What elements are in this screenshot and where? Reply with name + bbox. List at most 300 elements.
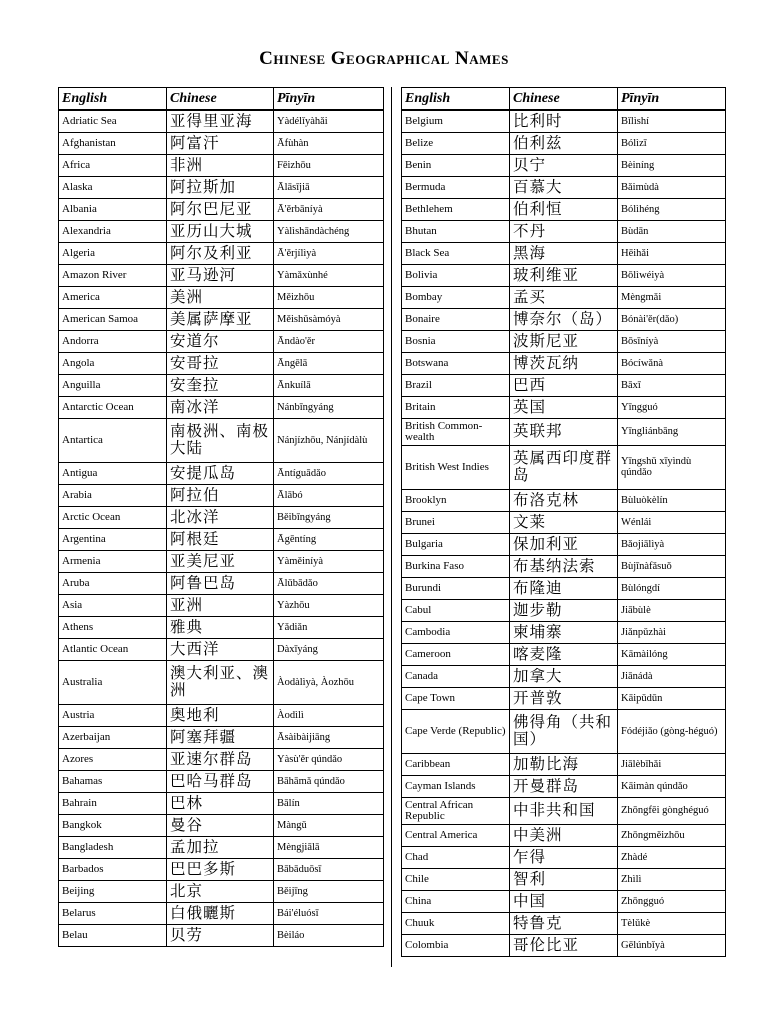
table-row (402, 511, 726, 533)
chinese-cell: 亚得里亚海 (167, 110, 274, 132)
english-cell: Bhutan (402, 220, 510, 242)
pinyin-cell: Bái'éluósī (274, 902, 384, 924)
pinyin-cell: Zhōngguó (618, 890, 726, 912)
pinyin-cell: Yīngguó (618, 396, 726, 418)
chinese-cell: 阿拉伯 (167, 484, 274, 506)
english-cell: Central African Republic (402, 797, 510, 824)
pinyin-cell: Bólìhéng (618, 198, 726, 220)
chinese-cell: 柬埔寨 (510, 621, 618, 643)
pinyin-cell: Jiābùlè (618, 599, 726, 621)
pinyin-cell: Ā'ěrbāníyà (274, 198, 384, 220)
pinyin-cell: Jiālèbǐhǎi (618, 753, 726, 775)
table-row (402, 775, 726, 797)
english-cell: Bulgaria (402, 533, 510, 555)
table-row (402, 912, 726, 934)
pinyin-cell: Nánbīngyáng (274, 396, 384, 418)
english-cell: Arabia (59, 484, 167, 506)
chinese-cell: 比利时 (510, 110, 618, 132)
pinyin-cell: Fēizhōu (274, 154, 384, 176)
table-row (402, 934, 726, 956)
table-row (59, 616, 384, 638)
chinese-cell: 非洲 (167, 154, 274, 176)
english-cell: Antartica (59, 418, 167, 462)
pinyin-cell: Zhìlì (618, 868, 726, 890)
english-cell: Cayman Islands (402, 775, 510, 797)
table-row (402, 132, 726, 154)
table-row (402, 242, 726, 264)
chinese-cell: 黑海 (510, 242, 618, 264)
english-cell: Armenia (59, 550, 167, 572)
chinese-cell: 安奎拉 (167, 374, 274, 396)
pinyin-cell: Kāipǔdūn (618, 687, 726, 709)
table-row (59, 572, 384, 594)
english-cell: Austria (59, 704, 167, 726)
table-row (402, 198, 726, 220)
pinyin-cell: Yàlìshāndàchéng (274, 220, 384, 242)
pinyin-cell: Màngǔ (274, 814, 384, 836)
english-cell: Asia (59, 594, 167, 616)
english-cell: China (402, 890, 510, 912)
pinyin-cell: Āntíguādǎo (274, 462, 384, 484)
table-row (402, 797, 726, 824)
header-chinese: Chinese (510, 88, 618, 111)
chinese-cell: 乍得 (510, 846, 618, 868)
chinese-cell: 伯利恒 (510, 198, 618, 220)
english-cell: Belarus (59, 902, 167, 924)
pinyin-cell: Yīngliánbāng (618, 418, 726, 445)
table-row (402, 489, 726, 511)
pinyin-cell: Āgēntíng (274, 528, 384, 550)
chinese-cell: 亚美尼亚 (167, 550, 274, 572)
table-row (402, 868, 726, 890)
english-cell: Antarctic Ocean (59, 396, 167, 418)
table-row (402, 352, 726, 374)
english-cell: Barbados (59, 858, 167, 880)
names-table-right (401, 87, 726, 957)
pinyin-cell: Tèlǔkè (618, 912, 726, 934)
pinyin-cell: Bǐlìshí (618, 110, 726, 132)
header-chinese: Chinese (167, 88, 274, 111)
pinyin-cell: Fódéjiǎo (gòng-héguó) (618, 709, 726, 753)
pinyin-cell: Bèiníng (618, 154, 726, 176)
table-row (402, 330, 726, 352)
chinese-cell: 不丹 (510, 220, 618, 242)
table-row (59, 924, 384, 946)
english-cell: Anguilla (59, 374, 167, 396)
table-row (59, 814, 384, 836)
english-cell: Albania (59, 198, 167, 220)
english-cell: Cabul (402, 599, 510, 621)
english-cell: Bonaire (402, 308, 510, 330)
chinese-cell: 巴哈马群岛 (167, 770, 274, 792)
english-cell: Arctic Ocean (59, 506, 167, 528)
chinese-cell: 中非共和国 (510, 797, 618, 824)
table-row (59, 330, 384, 352)
chinese-cell: 伯利兹 (510, 132, 618, 154)
table-row (59, 264, 384, 286)
english-cell: Belize (402, 132, 510, 154)
table-header-row (59, 88, 384, 111)
pinyin-cell: Bābāduōsī (274, 858, 384, 880)
table-row (402, 621, 726, 643)
english-cell: Colombia (402, 934, 510, 956)
table-row (59, 176, 384, 198)
pinyin-cell: Běijīng (274, 880, 384, 902)
pinyin-cell: Yàmǎxùnhé (274, 264, 384, 286)
chinese-cell: 白俄曬斯 (167, 902, 274, 924)
table-row (59, 286, 384, 308)
table-row (59, 902, 384, 924)
english-cell: Bahamas (59, 770, 167, 792)
pinyin-cell: Yīngshǔ xīyìndù qúndǎo (618, 445, 726, 489)
chinese-cell: 北冰洋 (167, 506, 274, 528)
table-row (402, 890, 726, 912)
chinese-cell: 雅典 (167, 616, 274, 638)
pinyin-cell: Bólìzī (618, 132, 726, 154)
chinese-cell: 迦步勒 (510, 599, 618, 621)
table-row (59, 154, 384, 176)
pinyin-cell: Bāxī (618, 374, 726, 396)
table-row (402, 396, 726, 418)
english-cell: Aruba (59, 572, 167, 594)
pinyin-cell: Bāhāmǎ qúndǎo (274, 770, 384, 792)
english-cell: British West Indies (402, 445, 510, 489)
english-cell: Andorra (59, 330, 167, 352)
english-cell: Caribbean (402, 753, 510, 775)
page-title: Chinese Geographical Names (259, 48, 509, 69)
pinyin-cell: Ālābó (274, 484, 384, 506)
pinyin-cell: Yǎdiǎn (274, 616, 384, 638)
chinese-cell: 巴西 (510, 374, 618, 396)
chinese-cell: 英国 (510, 396, 618, 418)
pinyin-cell: Gēlúnbǐyà (618, 934, 726, 956)
english-cell: Canada (402, 665, 510, 687)
english-cell: Bombay (402, 286, 510, 308)
table-row (59, 660, 384, 704)
table-row (402, 154, 726, 176)
table-row (59, 792, 384, 814)
english-cell: Alaska (59, 176, 167, 198)
chinese-cell: 布基纳法索 (510, 555, 618, 577)
english-cell: Bethlehem (402, 198, 510, 220)
table-row (402, 753, 726, 775)
english-cell: Belau (59, 924, 167, 946)
english-cell: Burkina Faso (402, 555, 510, 577)
chinese-cell: 美洲 (167, 286, 274, 308)
table-row (59, 352, 384, 374)
english-cell: Bolivia (402, 264, 510, 286)
table-row (402, 846, 726, 868)
table-row (402, 824, 726, 846)
table-row (402, 643, 726, 665)
table-row (59, 858, 384, 880)
chinese-cell: 百慕大 (510, 176, 618, 198)
table-row (402, 665, 726, 687)
table-row (402, 709, 726, 753)
english-cell: Athens (59, 616, 167, 638)
chinese-cell: 安道尔 (167, 330, 274, 352)
chinese-cell: 中美洲 (510, 824, 618, 846)
table-row (59, 198, 384, 220)
header-english: English (402, 88, 510, 111)
pinyin-cell: Bōsīníyà (618, 330, 726, 352)
chinese-cell: 南冰洋 (167, 396, 274, 418)
table-row (59, 418, 384, 462)
pinyin-cell: Zhōngfēi gònghéguó (618, 797, 726, 824)
english-cell: Africa (59, 154, 167, 176)
pinyin-cell: Yàměiníyà (274, 550, 384, 572)
table-row (59, 132, 384, 154)
chinese-cell: 特鲁克 (510, 912, 618, 934)
chinese-cell: 北京 (167, 880, 274, 902)
english-cell: Adriatic Sea (59, 110, 167, 132)
pinyin-cell: Bǎimùdà (618, 176, 726, 198)
english-cell: Brazil (402, 374, 510, 396)
table-row (402, 110, 726, 132)
table-row (402, 264, 726, 286)
pinyin-cell: Yàdélǐyàhǎi (274, 110, 384, 132)
english-cell: Bermuda (402, 176, 510, 198)
pinyin-cell: Āfùhàn (274, 132, 384, 154)
names-table-left (58, 87, 384, 947)
english-cell: Azerbaijan (59, 726, 167, 748)
table-row (59, 880, 384, 902)
pinyin-cell: Bónài'ěr(dǎo) (618, 308, 726, 330)
english-cell: Atlantic Ocean (59, 638, 167, 660)
table-row (59, 308, 384, 330)
pinyin-cell: Mèngmǎi (618, 286, 726, 308)
english-cell: Cape Verde (Republic) (402, 709, 510, 753)
chinese-cell: 安提瓜岛 (167, 462, 274, 484)
chinese-cell: 加拿大 (510, 665, 618, 687)
pinyin-cell: Bócíwǎnà (618, 352, 726, 374)
table-row (402, 687, 726, 709)
english-cell: Black Sea (402, 242, 510, 264)
table-row (59, 374, 384, 396)
pinyin-cell: Hēihǎi (618, 242, 726, 264)
table-row (59, 220, 384, 242)
english-cell: Australia (59, 660, 167, 704)
pinyin-cell: Zhàdé (618, 846, 726, 868)
chinese-cell: 佛得角（共和国） (510, 709, 618, 753)
table-row (59, 110, 384, 132)
table-row (402, 176, 726, 198)
chinese-cell: 澳大利亚、澳洲 (167, 660, 274, 704)
chinese-cell: 阿塞拜疆 (167, 726, 274, 748)
table-row (402, 599, 726, 621)
pinyin-cell: Bùjīnàfǎsuǒ (618, 555, 726, 577)
english-cell: Bangladesh (59, 836, 167, 858)
chinese-cell: 智利 (510, 868, 618, 890)
table-row (59, 550, 384, 572)
table-row (402, 418, 726, 445)
table-row (59, 704, 384, 726)
pinyin-cell: Āsàibàijiāng (274, 726, 384, 748)
english-cell: Argentina (59, 528, 167, 550)
chinese-cell: 奥地利 (167, 704, 274, 726)
chinese-cell: 开普敦 (510, 687, 618, 709)
table-row (402, 445, 726, 489)
chinese-cell: 阿尔及利亚 (167, 242, 274, 264)
chinese-cell: 亚历山大城 (167, 220, 274, 242)
chinese-cell: 文莱 (510, 511, 618, 533)
chinese-cell: 安哥拉 (167, 352, 274, 374)
table-row (59, 638, 384, 660)
pinyin-cell: Ānkuílā (274, 374, 384, 396)
header-english: English (59, 88, 167, 111)
chinese-cell: 博奈尔（岛） (510, 308, 618, 330)
chinese-cell: 巴巴多斯 (167, 858, 274, 880)
english-cell: British Common-wealth (402, 418, 510, 445)
english-cell: Benin (402, 154, 510, 176)
table-row (402, 286, 726, 308)
english-cell: Beijing (59, 880, 167, 902)
chinese-cell: 喀麦隆 (510, 643, 618, 665)
english-cell: Botswana (402, 352, 510, 374)
chinese-cell: 保加利亚 (510, 533, 618, 555)
header-pinyin: Pīnyīn (274, 88, 384, 111)
chinese-cell: 曼谷 (167, 814, 274, 836)
pinyin-cell: Kāmàilóng (618, 643, 726, 665)
english-cell: Brunei (402, 511, 510, 533)
chinese-cell: 巴林 (167, 792, 274, 814)
pinyin-cell: Bǎojiālìyà (618, 533, 726, 555)
pinyin-cell: Bùdān (618, 220, 726, 242)
chinese-cell: 博茨瓦纳 (510, 352, 618, 374)
english-cell: Afghanistan (59, 132, 167, 154)
table-row (59, 836, 384, 858)
english-cell: American Samoa (59, 308, 167, 330)
english-cell: Cameroon (402, 643, 510, 665)
pinyin-cell: Jiǎnpǔzhài (618, 621, 726, 643)
table-body-left (59, 110, 384, 946)
pinyin-cell: Bōlìwéiyà (618, 264, 726, 286)
pinyin-cell: Bùlóngdí (618, 577, 726, 599)
pinyin-cell: Bùluòkèlín (618, 489, 726, 511)
pinyin-cell: Yàzhōu (274, 594, 384, 616)
table-body-right (402, 110, 726, 956)
english-cell: Chad (402, 846, 510, 868)
english-cell: Britain (402, 396, 510, 418)
english-cell: Chuuk (402, 912, 510, 934)
table-row (59, 242, 384, 264)
pinyin-cell: Mèngjiālā (274, 836, 384, 858)
pinyin-cell: Bèiláo (274, 924, 384, 946)
pinyin-cell: Wénlái (618, 511, 726, 533)
pinyin-cell: Àodìlì (274, 704, 384, 726)
table-row (59, 484, 384, 506)
chinese-cell: 孟买 (510, 286, 618, 308)
table-row (402, 220, 726, 242)
english-cell: Azores (59, 748, 167, 770)
table-header-row (402, 88, 726, 111)
chinese-cell: 贝劳 (167, 924, 274, 946)
english-cell: Belgium (402, 110, 510, 132)
chinese-cell: 波斯尼亚 (510, 330, 618, 352)
table-row (59, 726, 384, 748)
chinese-cell: 美属萨摩亚 (167, 308, 274, 330)
chinese-cell: 贝宁 (510, 154, 618, 176)
english-cell: America (59, 286, 167, 308)
table-row (402, 555, 726, 577)
chinese-cell: 加勒比海 (510, 753, 618, 775)
english-cell: Cambodia (402, 621, 510, 643)
english-cell: Antigua (59, 462, 167, 484)
pinyin-cell: Ālāsījiā (274, 176, 384, 198)
english-cell: Angola (59, 352, 167, 374)
chinese-cell: 开曼群岛 (510, 775, 618, 797)
english-cell: Amazon River (59, 264, 167, 286)
chinese-cell: 阿富汗 (167, 132, 274, 154)
english-cell: Algeria (59, 242, 167, 264)
chinese-cell: 南极洲、南极大陆 (167, 418, 274, 462)
pinyin-cell: Nánjízhōu, Nánjídàlù (274, 418, 384, 462)
chinese-cell: 阿尔巴尼亚 (167, 198, 274, 220)
pinyin-cell: Ālǔbādǎo (274, 572, 384, 594)
english-cell: Burundi (402, 577, 510, 599)
table-row (59, 506, 384, 528)
chinese-cell: 哥伦比亚 (510, 934, 618, 956)
header-pinyin: Pīnyīn (618, 88, 726, 111)
chinese-cell: 孟加拉 (167, 836, 274, 858)
table-row (59, 770, 384, 792)
pinyin-cell: Běibīngyáng (274, 506, 384, 528)
chinese-cell: 布洛克林 (510, 489, 618, 511)
chinese-cell: 布隆迪 (510, 577, 618, 599)
pinyin-cell: Yàsù'ěr qúndǎo (274, 748, 384, 770)
pinyin-cell: Bālín (274, 792, 384, 814)
english-cell: Central America (402, 824, 510, 846)
pinyin-cell: Āndào'ěr (274, 330, 384, 352)
column-divider (391, 87, 392, 967)
chinese-cell: 中国 (510, 890, 618, 912)
chinese-cell: 亚马逊河 (167, 264, 274, 286)
english-cell: Bahrain (59, 792, 167, 814)
pinyin-cell: Zhōngměizhōu (618, 824, 726, 846)
pinyin-cell: Āngēlā (274, 352, 384, 374)
table-row (59, 396, 384, 418)
pinyin-cell: Dàxīyáng (274, 638, 384, 660)
chinese-cell: 阿拉斯加 (167, 176, 274, 198)
english-cell: Bosnia (402, 330, 510, 352)
english-cell: Chile (402, 868, 510, 890)
chinese-cell: 阿鲁巴岛 (167, 572, 274, 594)
chinese-cell: 亚速尔群岛 (167, 748, 274, 770)
english-cell: Alexandria (59, 220, 167, 242)
chinese-cell: 英联邦 (510, 418, 618, 445)
table-row (402, 577, 726, 599)
pinyin-cell: Kāimàn qúndǎo (618, 775, 726, 797)
table-row (59, 748, 384, 770)
chinese-cell: 大西洋 (167, 638, 274, 660)
table-row (402, 533, 726, 555)
pinyin-cell: Měishǔsàmóyà (274, 308, 384, 330)
chinese-cell: 阿根廷 (167, 528, 274, 550)
table-row (59, 462, 384, 484)
chinese-cell: 亚洲 (167, 594, 274, 616)
table-row (402, 308, 726, 330)
pinyin-cell: Měizhōu (274, 286, 384, 308)
pinyin-cell: Ā'ěrjílìyà (274, 242, 384, 264)
english-cell: Brooklyn (402, 489, 510, 511)
chinese-cell: 玻利维亚 (510, 264, 618, 286)
table-row (59, 594, 384, 616)
pinyin-cell: Jiānádà (618, 665, 726, 687)
chinese-cell: 英属西印度群岛 (510, 445, 618, 489)
table-row (59, 528, 384, 550)
english-cell: Cape Town (402, 687, 510, 709)
english-cell: Bangkok (59, 814, 167, 836)
